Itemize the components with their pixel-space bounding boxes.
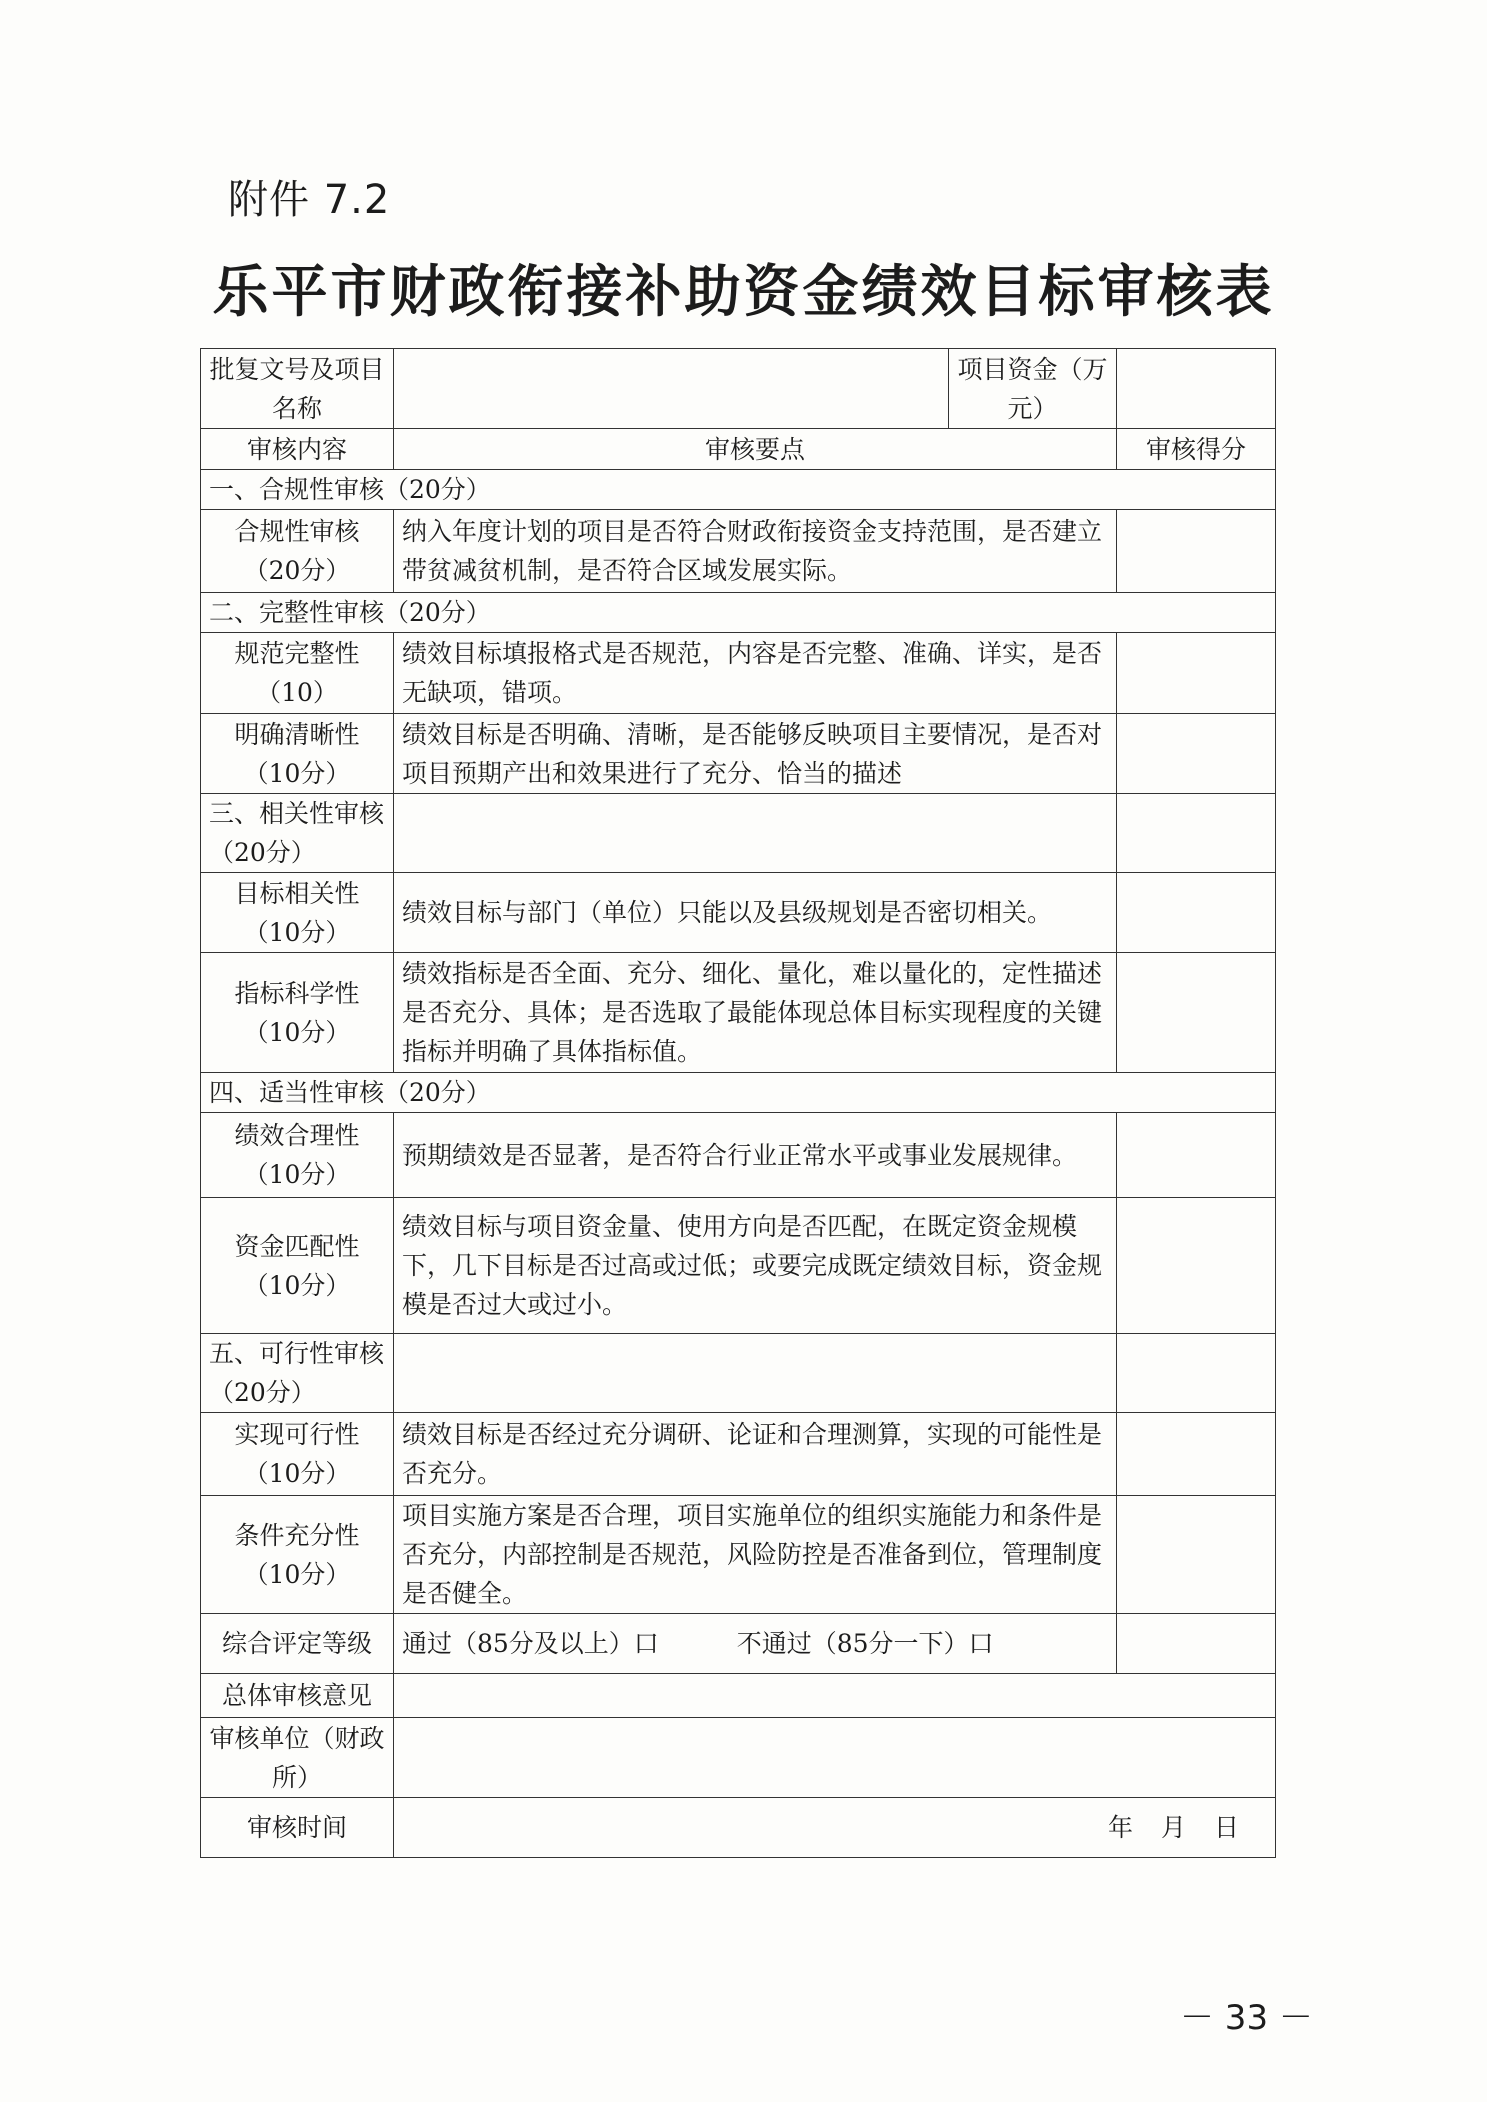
page-title: 乐平市财政衔接补助资金绩效目标审核表 [212, 260, 1275, 325]
score-cell[interactable] [1117, 794, 1276, 873]
opinion-value[interactable] [394, 1674, 1276, 1718]
score-cell[interactable] [1117, 873, 1276, 953]
table-row [201, 1674, 1276, 1718]
table-row [201, 510, 1276, 593]
point-condition: 项目实施方案是否合理，项目实施单位的组织实施能力和条件是否充分，内部控制是否规范，风险防控是否准备到位，管理制度是否健全。 [394, 1496, 1117, 1614]
score-cell[interactable] [1117, 953, 1276, 1073]
score-cell[interactable] [1117, 1198, 1276, 1334]
section-compliance: 一、合规性审核（20分） [201, 470, 1276, 510]
section-feasibility: 五、可行性审核（20分） [201, 1334, 394, 1413]
opinion-label: 总体审核意见 [201, 1674, 394, 1718]
table-row [201, 873, 1276, 953]
time-label: 审核时间 [201, 1798, 394, 1858]
point-compliance: 纳入年度计划的项目是否符合财政衔接资金支持范围，是否建立带贫减贫机制，是否符合区域发展实际。 [394, 510, 1117, 593]
approval-label: 批复文号及项目名称 [201, 349, 394, 429]
col-header-content: 审核内容 [201, 429, 394, 470]
point-relevance: 绩效目标与部门（单位）只能以及县级规划是否密切相关。 [394, 873, 1117, 953]
table-row [201, 1198, 1276, 1334]
blank-cell [394, 1334, 1117, 1413]
table-row [201, 953, 1276, 1073]
page-number: － 33 － [1180, 1998, 1313, 2038]
table-row [201, 429, 1276, 470]
table-row [201, 1614, 1276, 1674]
score-cell[interactable] [1117, 1334, 1276, 1413]
review-form-table [200, 348, 1276, 1858]
table-row [201, 1718, 1276, 1798]
item-compliance: 合规性审核（20分） [201, 510, 394, 593]
blank-cell [394, 794, 1117, 873]
col-header-score: 审核得分 [1117, 429, 1276, 470]
rating-fail-checkbox[interactable]: 不通过（85分一下）口 [736, 1629, 994, 1658]
rating-options [394, 1614, 1117, 1674]
section-row [201, 794, 1276, 873]
score-cell[interactable] [1117, 1614, 1276, 1674]
item-reasonable: 绩效合理性（10分） [201, 1113, 394, 1198]
point-feasible: 绩效目标是否经过充分调研、论证和合理测算，实现的可能性是否充分。 [394, 1413, 1117, 1496]
point-standard: 绩效目标填报格式是否规范，内容是否完整、准确、详实，是否无缺项，错项。 [394, 633, 1117, 714]
unit-label: 审核单位（财政所） [201, 1718, 394, 1798]
funds-label: 项目资金（万元） [949, 349, 1117, 429]
section-completeness: 二、完整性审核（20分） [201, 593, 1276, 633]
section-relevance: 三、相关性审核（20分） [201, 794, 394, 873]
table-row [201, 1496, 1276, 1614]
table-row [201, 633, 1276, 714]
col-header-points: 审核要点 [394, 429, 1117, 470]
item-condition: 条件充分性（10分） [201, 1496, 394, 1614]
point-reasonable: 预期绩效是否显著，是否符合行业正常水平或事业发展规律。 [394, 1113, 1117, 1198]
point-clarity: 绩效目标是否明确、清晰，是否能够反映项目主要情况，是否对项目预期产出和效果进行了充分、恰当的描述 [394, 714, 1117, 794]
table-row [201, 1113, 1276, 1198]
score-cell[interactable] [1117, 633, 1276, 714]
item-standard: 规范完整性（10） [201, 633, 394, 714]
approval-value[interactable] [394, 349, 949, 429]
section-row [201, 1334, 1276, 1413]
table-row [201, 1413, 1276, 1496]
section-row [201, 1073, 1276, 1113]
item-relevance: 目标相关性（10分） [201, 873, 394, 953]
unit-value[interactable] [394, 1718, 1276, 1798]
score-cell[interactable] [1117, 510, 1276, 593]
section-row [201, 470, 1276, 510]
item-clarity: 明确清晰性（10分） [201, 714, 394, 794]
rating-pass-checkbox[interactable]: 通过（85分及以上）口 [402, 1629, 659, 1658]
table-row [201, 1798, 1276, 1858]
score-cell[interactable] [1117, 1496, 1276, 1614]
item-science: 指标科学性（10分） [201, 953, 394, 1073]
table-row [201, 714, 1276, 794]
point-matching: 绩效目标与项目资金量、使用方向是否匹配，在既定资金规模下，几下目标是否过高或过低；或要完成既定绩效目标，资金规模是否过大或过小。 [394, 1198, 1117, 1334]
table-row [201, 349, 1276, 429]
item-matching: 资金匹配性（10分） [201, 1198, 394, 1334]
score-cell[interactable] [1117, 1413, 1276, 1496]
rating-label: 综合评定等级 [201, 1614, 394, 1674]
point-science: 绩效指标是否全面、充分、细化、量化，难以量化的，定性描述是否充分、具体；是否选取了最能体现总体目标实现程度的关键指标并明确了具体指标值。 [394, 953, 1117, 1073]
item-feasible: 实现可行性（10分） [201, 1413, 394, 1496]
section-row [201, 593, 1276, 633]
score-cell[interactable] [1117, 714, 1276, 794]
date-value[interactable]: 年月日 [394, 1798, 1276, 1858]
funds-value[interactable] [1117, 349, 1276, 429]
section-appropriateness: 四、适当性审核（20分） [201, 1073, 1276, 1113]
score-cell[interactable] [1117, 1113, 1276, 1198]
attachment-label: 附件 7.2 [228, 177, 391, 223]
